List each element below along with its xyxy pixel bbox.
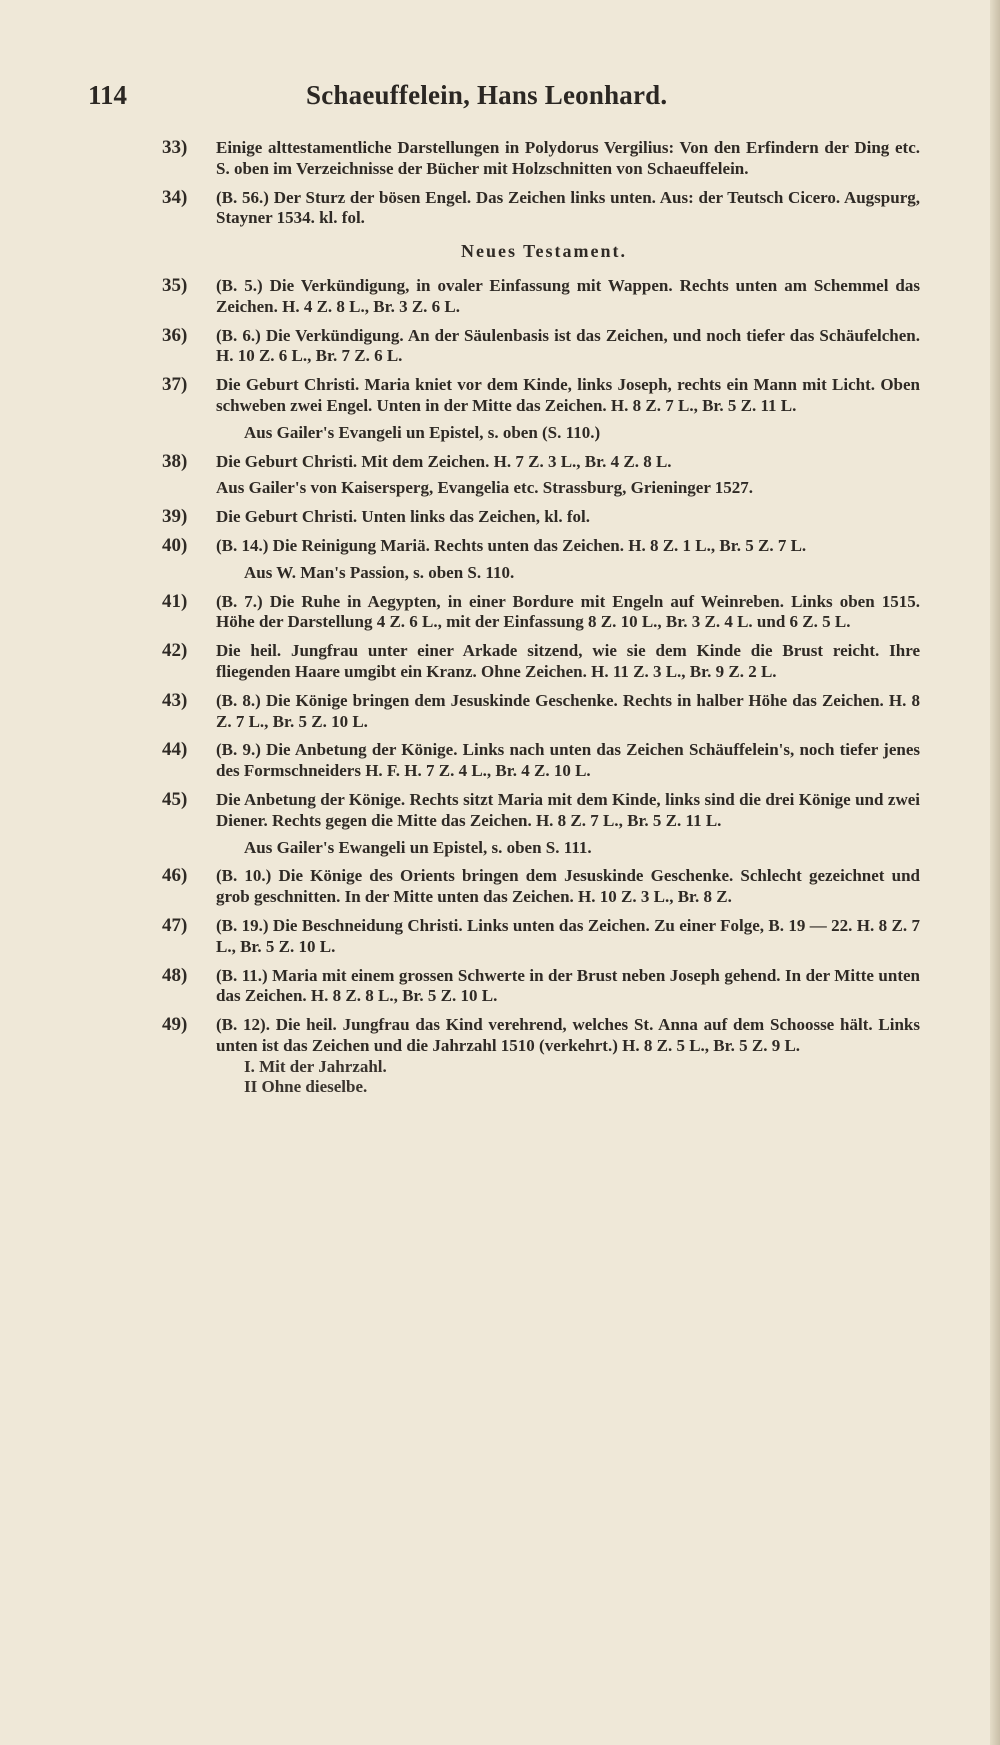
entry-text: (B. 7.) Die Ruhe in Aegypten, in einer Bordure mit Engeln auf Weinreben. Links oben 1515. Höhe der Darstellung 4 Z. 6 L., mit der Einfassung 8 Z. 10 L., Br. 3 Z. 4 L. und 6 Z. 5 L.	[216, 591, 920, 632]
page-number: 114	[88, 80, 128, 110]
catalog-entry	[162, 324, 920, 368]
entry-number: 39)	[162, 506, 188, 528]
entry-text: (B. 14.) Die Reinigung Mariä. Rechts unten das Zeichen. H. 8 Z. 1 L., Br. 5 Z. 7 L.	[216, 535, 807, 555]
entry-text: (B. 11.) Maria mit einem grossen Schwerte in der Brust neben Joseph gehend. In der Mitte unten das Zeichen. H. 8 Z. 8 L., Br. 5 Z. 10 L.	[216, 965, 920, 1006]
entry-number: 34)	[162, 186, 188, 208]
entry-text: (B. 8.) Die Könige bringen dem Jesuskinde Geschenke. Rechts in halber Höhe das Zeichen. H. 8 Z. 7 L., Br. 5 Z. 10 L.	[216, 690, 920, 731]
entry-number: 44)	[162, 739, 188, 761]
section-heading: Neues Testament.	[461, 241, 627, 262]
entry-number: 42)	[162, 640, 188, 662]
entry-text: (B. 9.) Die Anbetung der Könige. Links nach unten das Zeichen Schäuffelein's, noch tiefer jenes des Formschneiders H. F. H. 7 Z. 4 L., Br. 4 Z. 10 L.	[216, 740, 920, 781]
entry-text: (B. 19.) Die Beschneidung Christi. Links unten das Zeichen. Zu einer Folge, B. 19 — 22. H. 8 Z. 7 L., Br. 5 Z. 10 L.	[216, 915, 920, 956]
entry-number: 33)	[162, 137, 188, 158]
catalog-entry	[162, 964, 920, 1008]
entry-text: Die Geburt Christi. Unten links das Zeichen, kl. fol.	[216, 507, 591, 527]
entry-text: Die Geburt Christi. Maria kniet vor dem Kinde, links Joseph, rechts ein Mann mit Licht. Oben schweben zwei Engel. Unten in der Mitte das Zeichen. H. 8 Z. 7 L., Br. 5 Z. 11 L.	[216, 375, 920, 415]
entry-number: 40)	[162, 534, 188, 556]
catalog-entry	[162, 1014, 920, 1098]
entry-number: 46)	[162, 865, 188, 887]
catalog-entry	[162, 788, 920, 858]
catalog-entry	[162, 374, 920, 443]
catalog-entry	[162, 865, 920, 908]
variant-note: I. Mit der Jahrzahl.	[244, 1056, 387, 1076]
catalog-entry	[162, 274, 920, 318]
source-note: Aus Gailer's Ewangeli un Epistel, s. oben S. 111.	[244, 837, 592, 857]
catalog-entry	[162, 534, 920, 584]
entry-number: 43)	[162, 689, 188, 711]
entry-text: (B. 5.) Die Verkündigung, in ovaler Einfassung mit Wappen. Rechts unten am Schemmel das Zeichen. H. 4 Z. 8 L., Br. 3 Z. 6 L.	[216, 275, 920, 316]
entry-number: 45)	[162, 788, 188, 810]
catalog-entry	[162, 450, 920, 500]
catalog-entry	[162, 137, 920, 180]
catalog-entry	[162, 640, 920, 683]
entry-text: (B. 12). Die heil. Jungfrau das Kind verehrend, welches St. Anna auf dem Schoosse hält. Links unten ist das Zeichen und die Jahrzahl 1510 (verkehrt.) H. 8 Z. 5 L., Br. 5 Z. 9 L.	[216, 1015, 920, 1055]
page-header	[88, 80, 928, 120]
catalog-entry	[162, 739, 920, 782]
entry-number: 37)	[162, 374, 188, 396]
catalog-entry	[162, 914, 920, 958]
source-note: Aus Gailer's von Kaisersperg, Evangelia etc. Strassburg, Grieninger 1527.	[216, 478, 754, 498]
entry-number: 38)	[162, 450, 188, 472]
entry-number: 36)	[162, 324, 188, 346]
entry-text: (B. 56.) Der Sturz der bösen Engel. Das Zeichen links unten. Aus: der Teutsch Cicero. Augspurg, Stayner 1534. kl. fol.	[216, 187, 920, 228]
running-title: Schaeuffelein, Hans Leonhard.	[306, 80, 668, 110]
source-note: Aus Gailer's Evangeli un Epistel, s. oben (S. 110.)	[244, 422, 601, 442]
catalog-entry	[162, 506, 920, 528]
entry-number: 41)	[162, 590, 188, 612]
catalog-entry	[162, 590, 920, 634]
entry-number: 47)	[162, 914, 188, 936]
entry-text: Einige alttestamentliche Darstellungen in Polydorus Vergilius: Von den Erfindern der Ding etc. S. oben im Verzeichnisse der Bücher mit Holzschnitten von Schaeuffelein.	[216, 138, 920, 178]
entry-text: Die Geburt Christi. Mit dem Zeichen. H. 7 Z. 3 L., Br. 4 Z. 8 L.	[216, 451, 672, 471]
source-note: Aus W. Man's Passion, s. oben S. 110.	[244, 562, 515, 582]
entry-text: Die heil. Jungfrau unter einer Arkade sitzend, wie sie dem Kinde die Brust reicht. Ihre fliegenden Haare umgibt ein Kranz. Ohne Zeichen. H. 11 Z. 3 L., Br. 9 Z. 2 L.	[216, 641, 920, 681]
entry-number: 35)	[162, 274, 188, 296]
entry-text: (B. 10.) Die Könige des Orients bringen dem Jesuskinde Geschenke. Schlecht gezeichnet und grob geschnitten. In der Mitte unten das Zeichen. H. 10 Z. 3 L., Br. 8 Z.	[216, 866, 920, 907]
page-edge	[990, 0, 1000, 1745]
entry-number: 48)	[162, 964, 188, 986]
catalog-entries	[162, 137, 920, 1106]
catalog-entry	[162, 186, 920, 230]
entry-text: (B. 6.) Die Verkündigung. An der Säulenbasis ist das Zeichen, und noch tiefer das Schäufelchen. H. 10 Z. 6 L., Br. 7 Z. 6 L.	[216, 325, 920, 366]
entry-text: Die Anbetung der Könige. Rechts sitzt Maria mit dem Kinde, links sind die drei Könige und zwei Diener. Rechts gegen die Mitte das Zeichen. H. 8 Z. 7 L., Br. 5 Z. 11 L.	[216, 789, 920, 830]
entry-number: 49)	[162, 1014, 188, 1036]
catalog-entry	[162, 689, 920, 733]
variant-note: II Ohne dieselbe.	[244, 1077, 368, 1097]
